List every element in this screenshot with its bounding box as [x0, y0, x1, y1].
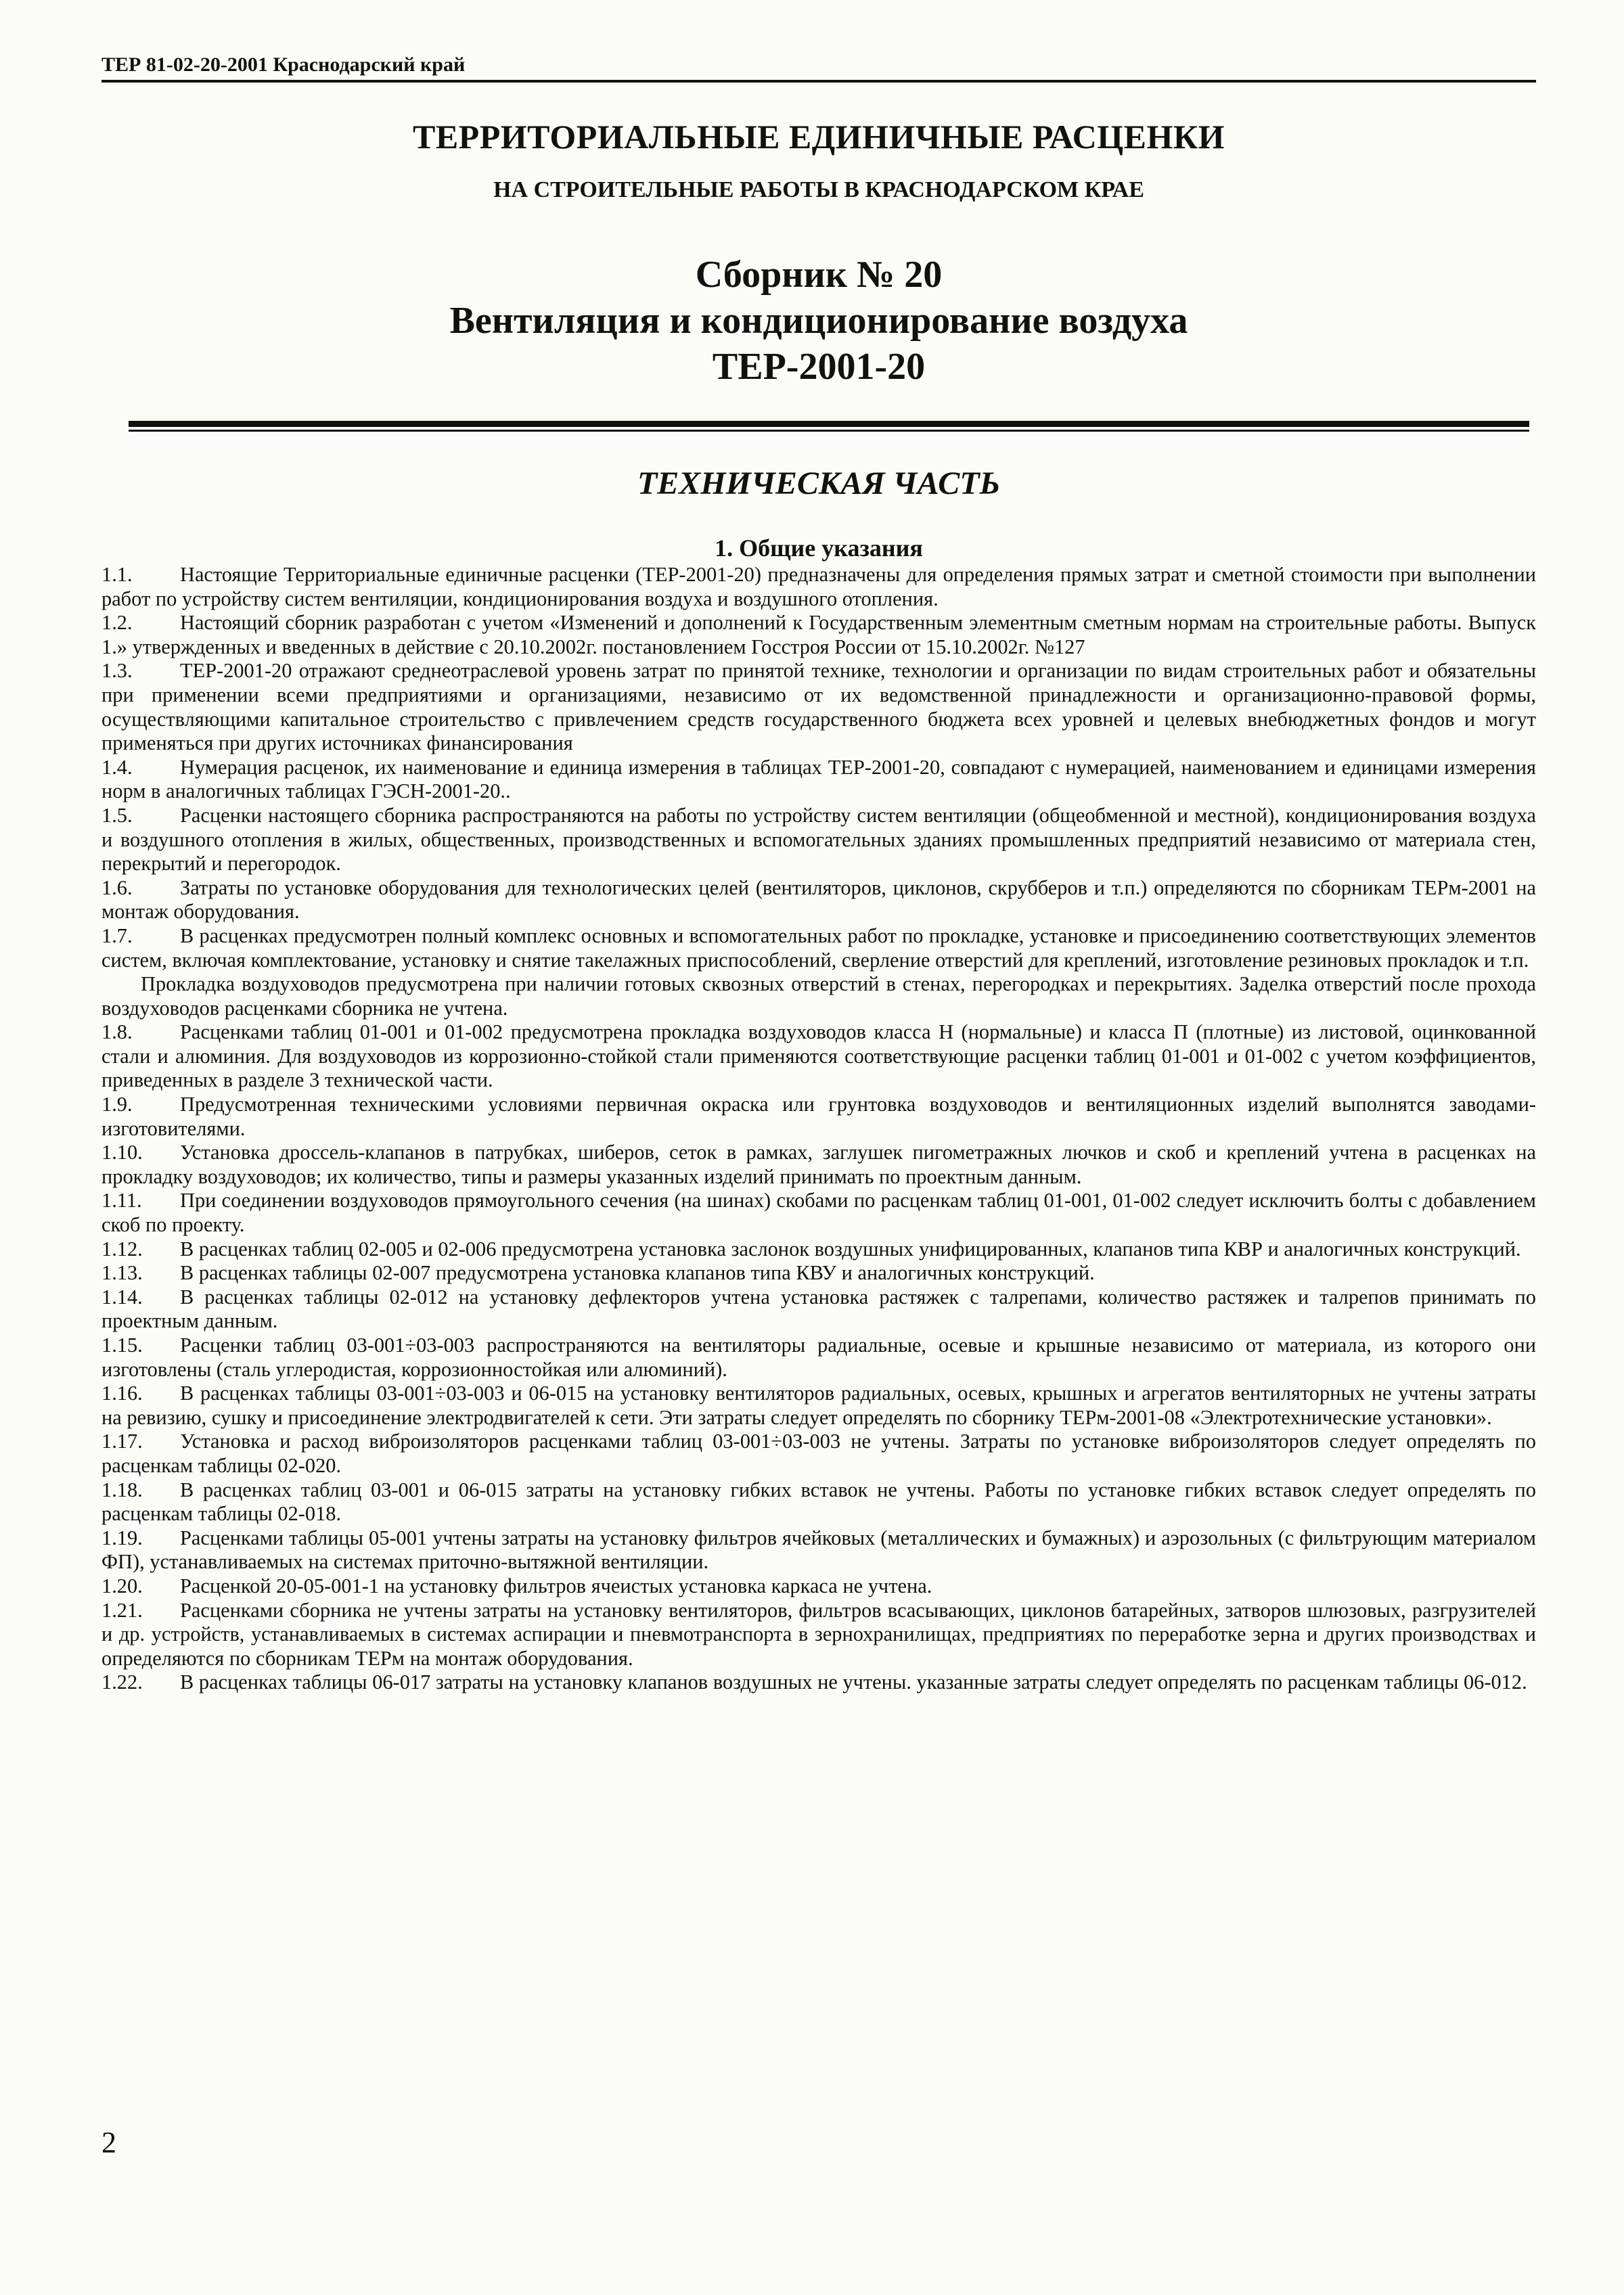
paragraph-number: 1.7.: [102, 924, 133, 947]
paragraph: [102, 924, 1536, 972]
paragraph: [102, 1574, 1536, 1599]
paragraph: [102, 563, 1536, 611]
paragraph: [102, 804, 1536, 876]
paragraph: [102, 876, 1536, 924]
paragraph-text: В расценках таблиц 02-005 и 02-006 предусмотрена установка заслонок воздушных унифицированных, клапанов типа КВР и аналогичных конструкций.: [180, 1237, 1521, 1260]
running-head: ТЕР 81-02-20-2001 Краснодарский край: [102, 51, 1536, 83]
paragraph: [102, 1599, 1536, 1671]
paragraph-text: В расценках таблицы 03-001÷03-003 и 06-015 на установку вентиляторов радиальных, осевых, крышных и агрегатов вентиляторных не учтены затраты на ревизию, сушку и присоединение электродвигателей к сети. Эти затраты следует определять по сборнику ТЕРм-2001-08 «Электротехнические установки».: [102, 1382, 1536, 1429]
paragraph-number: 1.17.: [102, 1430, 143, 1453]
paragraph-text: Настоящий сборник разработан с учетом «Изменений и дополнений к Государственным элементным сметным нормам на строительные работы. Выпуск 1.» утвержденных и введенных в действие с 20.10.2002г. постановлением Госстроя России от 15.10.2002г. №127: [102, 611, 1536, 658]
paragraph: [102, 1671, 1536, 1695]
paragraph-number: 1.1.: [102, 563, 133, 586]
paragraph-text: Предусмотренная техническими условиями первичная окраска или грунтовка воздуховодов и вентиляционных изделий выполнятся заводами-изготовителями.: [102, 1093, 1536, 1140]
collection-name: Вентиляция и кондиционирование воздуха: [449, 300, 1188, 342]
paragraph-number: 1.12.: [102, 1237, 143, 1260]
paragraph-number: 1.11.: [102, 1189, 142, 1212]
paragraph-number: 1.15.: [102, 1334, 143, 1357]
paragraph: [102, 1237, 1536, 1262]
paragraph-text: Настоящие Территориальные единичные расценки (ТЕР-2001-20) предназначены для определения прямых затрат и сметной стоимости при выполнении работ по устройству систем вентиляции, кондиционирования воздуха и воздушного отопления.: [102, 563, 1536, 610]
paragraph-number: 1.14.: [102, 1285, 143, 1309]
paragraph-text: Прокладка воздуховодов предусмотрена при наличии готовых сквозных отверстий в стенах, перегородках и перекрытиях. Заделка отверстий после прохода воздуховодов расценками сборника не учтена.: [102, 972, 1536, 1020]
paragraph: [102, 1093, 1536, 1141]
paragraph: [102, 1478, 1536, 1526]
paragraph-number: 1.13.: [102, 1261, 143, 1285]
paragraph-text: Расценками сборника не учтены затраты на установку вентиляторов, фильтров всасывающих, циклонов батарейных, затворов шлюзовых, разгрузителей и др. устройств, устанавливаемых в системах аспирации и пневмотранспорта в зернохранилищах, предприятиях по переработке зерна и других производствах и определяются по сборникам ТЕРм на монтаж оборудования.: [102, 1598, 1536, 1670]
document-subtitle: НА СТРОИТЕЛЬНЫЕ РАБОТЫ В КРАСНОДАРСКОМ КРАЕ: [493, 177, 1144, 202]
paragraph: [102, 1430, 1536, 1478]
paragraph-list: [102, 563, 1536, 1695]
paragraph-number: 1.18.: [102, 1478, 143, 1501]
paragraph: [102, 756, 1536, 804]
paragraph-text: В расценках таблицы 06-017 затраты на установку клапанов воздушных не учтены. указанные затраты следует определять по расценкам таблицы 06-012.: [180, 1671, 1527, 1694]
paragraph: [102, 1261, 1536, 1286]
paragraph-number: 1.9.: [102, 1093, 133, 1116]
paragraph-text: Расценками таблицы 05-001 учтены затраты на установку фильтров ячейковых (металлических и бумажных) и аэрозольных (с фильтрующим материалом ФП), устанавливаемых на системах приточно-вытяжной вентиляции.: [102, 1526, 1536, 1574]
paragraph: [102, 1141, 1536, 1189]
section-title: 1. Общие указания: [715, 535, 923, 562]
paragraph-number: 1.5.: [102, 803, 133, 827]
paragraph-text: Расценкой 20-05-001-1 на установку фильтров ячеистых установка каркаса не учтена.: [180, 1574, 932, 1597]
paragraph: [102, 1189, 1536, 1237]
paragraph: [102, 1020, 1536, 1093]
paragraph-text: В расценках предусмотрен полный комплекс основных и вспомогательных работ по прокладке, установке и присоединению соответствующих элементов систем, включая комплектование, установку и снятие такелажных приспособлений, сверление отверстий для креплений, изготовление резиновых прокладок и т.п.: [102, 924, 1536, 972]
paragraph-text: Установка и расход виброизоляторов расценками таблиц 03-001÷03-003 не учтены. Затраты по установке виброизоляторов следует определять по расценкам таблицы 02-020.: [102, 1430, 1536, 1477]
paragraph-text: ТЕР-2001-20 отражают среднеотраслевой уровень затрат по принятой технике, технологии и организации по видам строительных работ и обязательны при применении всеми предприятиями и организациями, независимо от их ведомственной принадлежности и организационно-правовой формы, осуществляющими капитальное строительство с привлечением средств государственного бюджета всех уровней и целевых внебюджетных фондов и могут применяться при других источниках финансирования: [102, 659, 1536, 755]
paragraph-text: Нумерация расценок, их наименование и единица измерения в таблицах ТЕР-2001-20, совпадают с нумерацией, наименованием и единицами измерения норм в аналогичных таблицах ГЭСН-2001-20..: [102, 755, 1536, 803]
paragraph: [102, 1286, 1536, 1334]
paragraph-text: В расценках таблицы 02-007 предусмотрена установка клапанов типа КВУ и аналогичных конструкций.: [180, 1261, 1095, 1285]
document-title: ТЕРРИТОРИАЛЬНЫЕ ЕДИНИЧНЫЕ РАСЦЕНКИ: [412, 118, 1225, 156]
paragraph-text: В расценках таблиц 03-001 и 06-015 затраты на установку гибких вставок не учтены. Работы по установке гибких вставок следует определять по расценкам таблицы 02-018.: [102, 1478, 1536, 1526]
paragraph-number: 1.3.: [102, 659, 133, 683]
part-title: ТЕХНИЧЕСКАЯ ЧАСТЬ: [637, 465, 1001, 501]
paragraph-text: Расценки таблиц 03-001÷03-003 распространяются на вентиляторы радиальные, осевые и крышные независимо от материала, из которого они изготовлены (сталь углеродистая, коррозионностойкая или алюминий).: [102, 1334, 1536, 1381]
page-number: 2: [102, 2126, 116, 2159]
paragraph-text: При соединении воздуховодов прямоугольного сечения (на шинах) скобами по расценкам таблиц 01-001, 01-002 следует исключить болты с добавлением скоб по проекту.: [102, 1189, 1536, 1237]
paragraph-number: 1.2.: [102, 611, 133, 635]
paragraph-number: 1.6.: [102, 876, 133, 899]
paragraph-text: Расценками таблиц 01-001 и 01-002 предусмотрена прокладка воздуховодов класса Н (нормальные) и класса П (плотные) из листовой, оцинкованной стали и алюминия. Для воздуховодов из коррозионно-стойкой стали применяются соответствующие расценки таблиц 01-001 и 01-002 с учетом коэффициентов, приведенных в разделе 3 технической части.: [102, 1020, 1536, 1092]
collection-number: Сборник № 20: [695, 254, 943, 296]
paragraph-number: 1.8.: [102, 1020, 133, 1044]
paragraph-number: 1.22.: [102, 1671, 143, 1694]
divider-thin: [129, 430, 1529, 432]
paragraph-number: 1.16.: [102, 1382, 143, 1405]
paragraph-number: 1.21.: [102, 1598, 143, 1622]
divider-thick: [129, 421, 1529, 427]
paragraph: [102, 659, 1536, 755]
paragraph-number: 1.20.: [102, 1574, 143, 1597]
paragraph: [102, 1334, 1536, 1382]
paragraph-text: Расценки настоящего сборника распространяются на работы по устройству систем вентиляции (общеобменной и местной), кондиционирования воздуха и воздушного отопления в жилых, общественных, производственных и вспомогательных зданиях промышленных предприятий независимо от материала стен, перекрытий и перегородок.: [102, 803, 1536, 876]
paragraph-number: 1.4.: [102, 755, 133, 779]
paragraph-text: Затраты по установке оборудования для технологических целей (вентиляторов, циклонов, скрубберов и т.п.) определяются по сборникам ТЕРм-2001 на монтаж оборудования.: [102, 876, 1536, 924]
title-divider: [102, 421, 1536, 432]
paragraph-text: В расценках таблицы 02-012 на установку дефлекторов учтена установка растяжек с талрепами, количество растяжек и талрепов принимать по проектным данным.: [102, 1285, 1536, 1333]
collection-code: ТЕР-2001-20: [712, 346, 926, 388]
paragraph-number: 1.10.: [102, 1141, 143, 1164]
paragraph: [102, 972, 1536, 1020]
paragraph: [102, 611, 1536, 659]
paragraph-number: 1.19.: [102, 1526, 143, 1549]
paragraph: [102, 1526, 1536, 1574]
paragraph-text: Установка дроссель-клапанов в патрубках, шиберов, сеток в рамках, заглушек пигометражных лючков и скоб и креплений учтена в расценках на прокладку воздуховодов; их количество, типы и размеры указанных изделий принимать по проектным данным.: [102, 1141, 1536, 1188]
paragraph: [102, 1382, 1536, 1430]
